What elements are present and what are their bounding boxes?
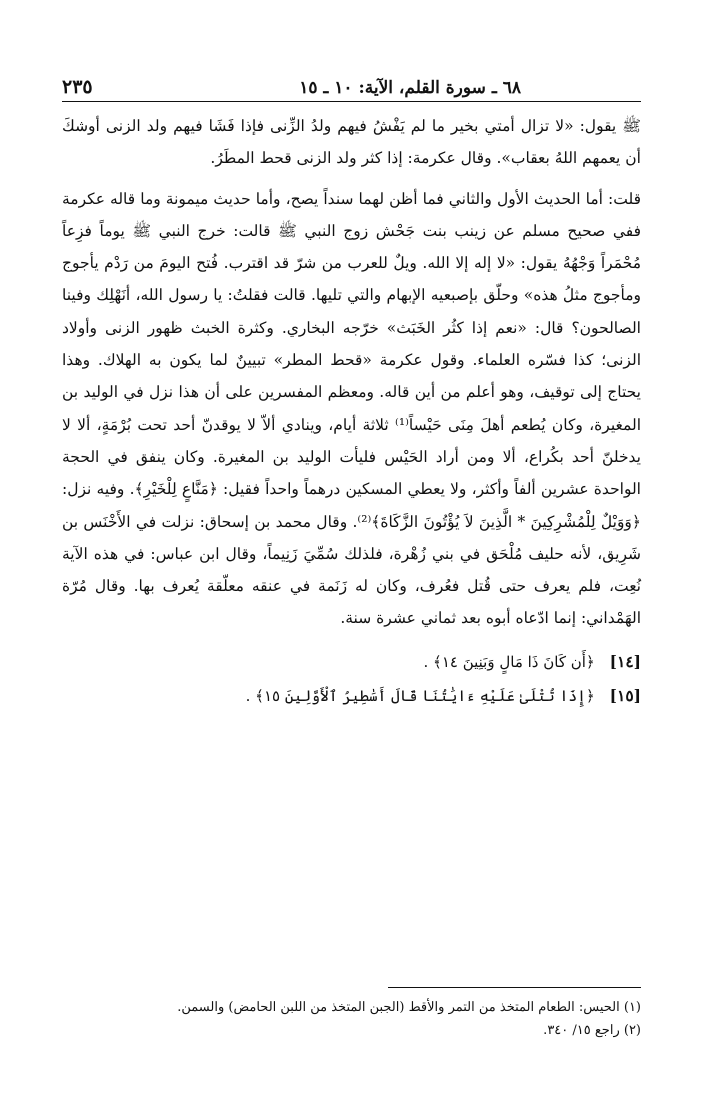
paragraph-1: ﷺ يقول: «لا تزال أمتي بخير ما لم يَفْشُ فيهم ولدُ الزِّنى فإذا فَشَا فيهم ولد الزنى أوشكَ أن يعمهم اللهُ بعقاب». وقال عكرمة: إذا كثر ولد الزنى قحط المطَرُ. bbox=[62, 117, 641, 168]
paragraph-2: قلت: أما الحديث الأول والثاني فما أظن لهما سنداً يصح، وأما حديث ميمونة وما قاله عكرمة ففي صحيح مسلم عن زينب بنت جَحْش زوج النبي ﷺ قالت: خرج النبي ﷺ يوماً فزِعاً مُحْمَراً وَجْهُهُ يقول: «لا إله إلا الله. ويلٌ للعرب من شرّ قد اقترب. فُتح اليومَ من رَدْم يأجوج ومأجوج مثلُ هذه» وحلّق بإصبعيه الإبهام والتي تليها. قالت فقلتُ: يا رسول الله، أنَهْلِك وفينا الصالحون؟ قال: «نعم إذا كثُر الخَبَث» خرّجه البخاري. وكثرة الخبث ظهور الزنى وأولاد الزنى؛ كذا فسّره العلماء. وقول عكرمة «قحط المطر» تبيينٌ لما يكون به الهلاك. وهذا يحتاج إلى توقيف، وهو أعلم من أين قاله. ومعظم المفسرين على أن هذا نزل في الوليد بن المغيرة، وكان يُطعم أهلَ مِنَى حَيْساً⁽¹⁾ ثلاثة أيام، وينادي ألاّ لا يوقدنّ أحد تحت بُرْمَةٍ، ألا لا يدخلنّ أحد بكُراع، ألا ومن أراد الحَيْس فليأت الوليد بن المغيرة. وكان ينفق في الحجة الواحدة عشرين ألفاً وأكثر، ولا يعطي المسكين درهماً واحداً فقيل: ﴿مَنَّاعٍ لِلْخَيْرِ﴾. وفيه نزل: ﴿وَوَيْلٌ لِلْمُشْرِكِينَ * الَّذِينَ لاَ يُؤْتُونَ الزَّكَاةَ﴾⁽²⁾. وقال محمد بن إسحاق: نزلت في الأَخْنَس بن شَرِيق، لأنه حليف مُلْحَق في بني زُهْرة، فلذلك سُمِّيَ زَنِيماً، وقال ابن عباس: في هذه الآية نُعِت، فلم يعرف حتى قُتل فعُرف، وكان له زَنَمة في عنقه معلّقة يُعرف بها. وقال مُرّة الهَمْداني: إنما ادّعاه أبوه بعد ثماني عشرة سنة. bbox=[62, 189, 641, 628]
page-number: ٢٣٥ bbox=[62, 76, 93, 98]
header-rule bbox=[62, 101, 641, 102]
verse-number: [١٥] bbox=[609, 685, 641, 705]
verse-number: [١٤] bbox=[609, 651, 641, 671]
footnote-rule bbox=[388, 987, 641, 988]
footnote-1: (١) الحيس: الطعام المتخذ من التمر والأقط (الجبن المتخذ من اللبن الحامض) والسمن. bbox=[177, 1000, 641, 1015]
verse-text: ﴿أَن كَانَ ذَا مَالٍ وَبَنِينَ ١٤﴾ . bbox=[423, 652, 595, 671]
main-text bbox=[62, 110, 641, 713]
page-header bbox=[62, 62, 641, 98]
footnotes bbox=[62, 996, 641, 1042]
running-title: ٦٨ ـ سورة القلم، الآية: ١٠ ـ ١٥ bbox=[299, 78, 521, 98]
verse-15 bbox=[62, 679, 641, 713]
verse-14 bbox=[62, 645, 641, 679]
verse-text: ﴿إِذَا تُتْلَىٰ عَلَيْهِ ءَايَٰتُنَا قَالَ أَسَٰطِيرُ ٱلْأَوَّلِينَ ١٥﴾ . bbox=[245, 686, 595, 705]
footnote-2: (٢) راجع ١٥/ ٣٤٠. bbox=[543, 1023, 641, 1038]
